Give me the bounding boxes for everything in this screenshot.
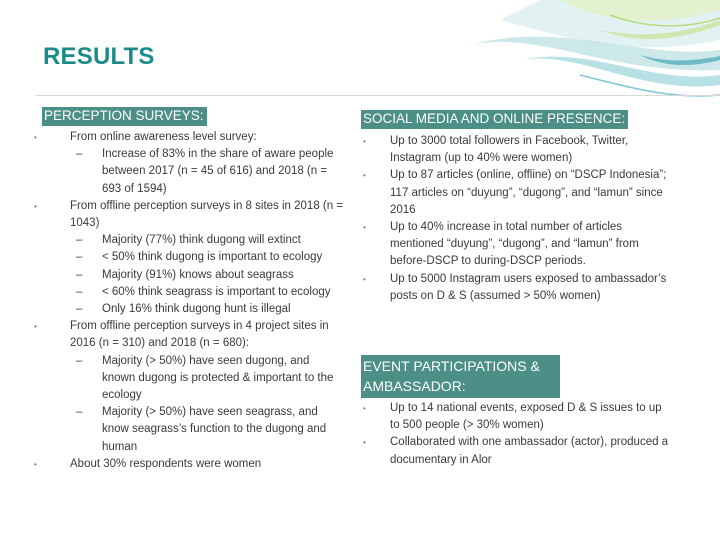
dash-icon: – — [76, 268, 83, 281]
list-item: • About 30% respondents were women — [34, 456, 344, 473]
sub-list-item: – < 50% think dugong is important to ecology — [70, 249, 344, 266]
dash-icon: – — [76, 303, 83, 316]
bullet-icon: • — [363, 438, 366, 448]
list-item: • Up to 40% increase in total number of articles mentioned “duyung”, “dugong”, and “lamun” from before-DSCP to during-DSCP periods. — [363, 221, 639, 268]
sub-list-item: – < 60% think seagrass is important to ecology — [70, 284, 344, 301]
list-item: • Collaborated with one ambassador (actor), produced a documentary in Alor — [363, 436, 669, 466]
dash-icon: – — [76, 285, 83, 298]
sub-list-item: – Majority (> 50%) have seen dugong, and known dugong is protected & important to the ecology — [76, 354, 334, 402]
event-participations-heading: EVENT PARTICIPATIONS & AMBASSADOR: — [361, 355, 560, 398]
sub-list-item: – Majority (77%) think dugong will extinct — [70, 232, 344, 249]
bullet-icon: • — [34, 201, 37, 211]
bullet-icon: • — [363, 171, 366, 181]
bullet-icon: • — [363, 137, 366, 146]
page-title: RESULTS — [43, 43, 155, 70]
list-item: • Up to 3000 total followers in Facebook, Twitter, Instagram (up to 40% were women) — [363, 135, 629, 165]
social-media-list — [363, 133, 673, 305]
dash-icon: – — [76, 148, 83, 161]
sub-list-item: – Majority (> 50%) have seen seagrass, and know seagrass’s function to the dugong and human — [76, 406, 327, 453]
bullet-icon: • — [363, 274, 366, 284]
sub-list-item: – Increase of 83% in the share of aware people between 2017 (n = 45 of 616) and 2018 (n = 693 of 1594) — [76, 148, 334, 195]
perception-surveys-list — [34, 129, 344, 473]
perception-surveys-heading: PERCEPTION SURVEYS: — [42, 107, 207, 126]
list-item: • Up to 87 articles (online, offline) on “DSCP Indonesia”; 117 articles on “duyung”, “dugong”, and “lamun” since 2016 — [363, 169, 667, 216]
list-item: • From online awareness level survey: — [34, 129, 344, 146]
title-divider — [36, 95, 720, 96]
bullet-icon: • — [363, 404, 366, 413]
bullet-icon: • — [34, 133, 37, 142]
dash-icon: – — [76, 354, 83, 367]
bullet-icon: • — [34, 459, 37, 469]
sub-list-item: – Majority (91%) knows about seagrass — [70, 267, 344, 284]
bullet-icon: • — [34, 322, 37, 332]
dash-icon: – — [76, 234, 83, 247]
sub-list-item: – Only 16% think dugong hunt is illegal — [70, 301, 344, 318]
list-item: • From offline perception surveys in 8 sites in 2018 (n = 1043) — [34, 199, 344, 230]
list-item: • Up to 14 national events, exposed D & S issues to up to 500 people (> 30% women) — [363, 402, 662, 432]
social-media-heading: SOCIAL MEDIA AND ONLINE PRESENCE: — [361, 110, 628, 129]
list-item: • From offline perception surveys in 4 project sites in 2016 (n = 310) and 2018 (n = 680): — [34, 320, 329, 350]
dash-icon: – — [76, 251, 83, 264]
list-item: • Up to 5000 Instagram users exposed to ambassador’s posts on D & S (assumed > 50% women) — [363, 272, 667, 302]
bullet-icon: • — [363, 223, 366, 233]
dash-icon: – — [76, 406, 83, 419]
event-participations-list — [363, 400, 673, 469]
